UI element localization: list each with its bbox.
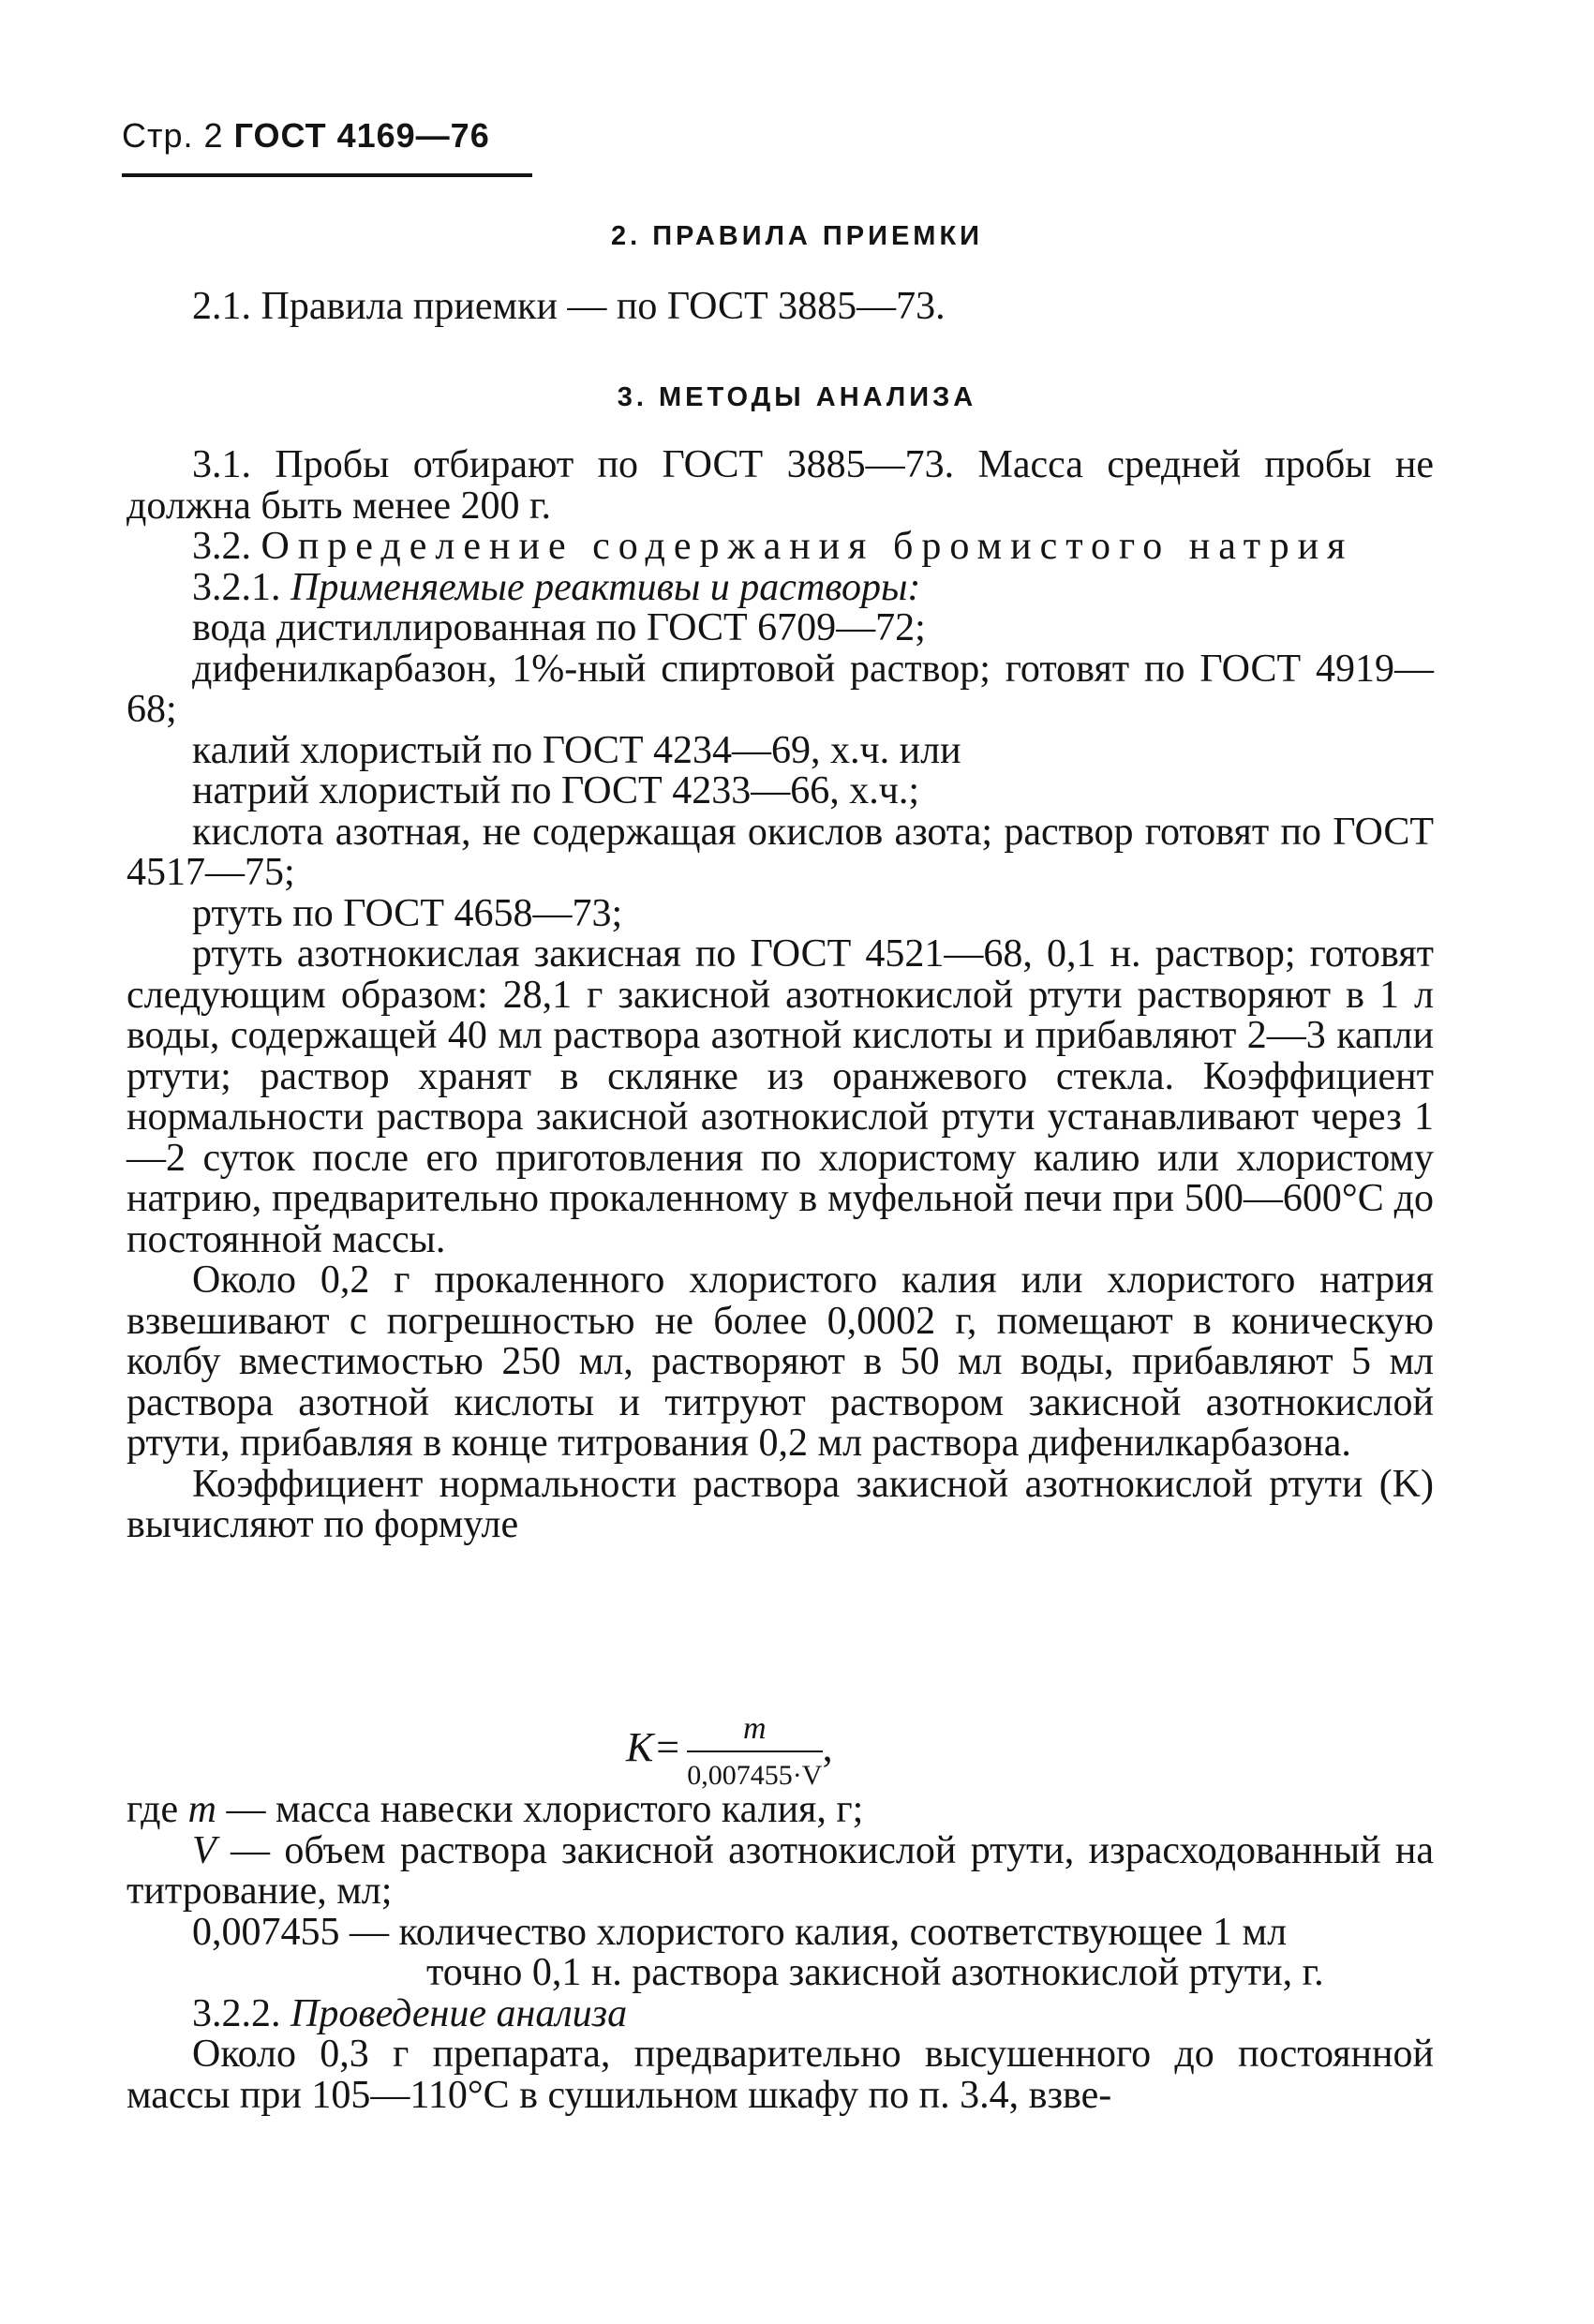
running-header xyxy=(122,116,490,156)
paragraph-analysis-body: Около 0,3 г препарата, предварительно высушенного до постоянной массы при 105—110°С в сушильном шкафу по п. 3.4, взве- xyxy=(127,2033,1434,2117)
reagent-water: вода дистиллированная по ГОСТ 6709—72; xyxy=(192,606,926,649)
clause-3-2-number: 3.2. xyxy=(192,525,251,568)
paragraph-standardisation: Около 0,2 г прокаленного хлористого калия или хлористого натрия взвешивают с погрешностью не более 0,0002 г, помещают в коническую колбу вместимостью 250 мл, растворяют в 50 мл воды, прибавляют 5 мл раствора азотной кислоты и титруют раствором закисной азотнокислой ртути, прибавляя в конце титрования 0,2 мл раствора дифенилкарбазона. xyxy=(127,1259,1434,1465)
header-rule xyxy=(122,173,532,177)
reagent-mercury: ртуть по ГОСТ 4658—73; xyxy=(192,891,623,935)
reagent-diphenylcarbazone: дифенилкарбазон, 1%-ный спиртовой раствор; готовят по ГОСТ 4919—68; xyxy=(127,647,1434,731)
paragraph-3-2-2 xyxy=(127,1991,1434,2035)
where-m xyxy=(127,1790,1434,1831)
clause-3-2-title: Определение содержания бромистого натрия xyxy=(261,525,1354,568)
where-constant-continuation: точно 0,1 н. раствора закисной азотнокислой ртути, г. xyxy=(426,1951,1324,1994)
where-constant xyxy=(127,1910,1434,1954)
where-v-text: — объем раствора закисной азотнокислой ртути, израсходованный на титрование, мл; xyxy=(127,1828,1435,1913)
formula-denominator: 0,007455·V xyxy=(687,1760,823,1791)
section-3-title: 3. МЕТОДЫ АНАЛИЗА xyxy=(617,382,977,412)
paragraph-3-1: 3.1. Пробы отбирают по ГОСТ 3885—73. Масса средней пробы не должна быть менее 200 г. xyxy=(127,443,1434,528)
clause-3-2-2-title: Проведение анализа xyxy=(290,1991,628,2035)
reagent-potassium-chloride: калий хлористый по ГОСТ 4234—69, х.ч. или xyxy=(192,728,961,772)
where-lead: где xyxy=(127,1788,179,1831)
formula-lhs: K= xyxy=(626,1724,682,1771)
reagent-sodium-chloride: натрий хлористый по ГОСТ 4233—66, х.ч.; xyxy=(192,769,919,812)
where-v xyxy=(127,1828,1435,1913)
where-constant-symbol: 0,007455 xyxy=(192,1910,340,1954)
where-m-symbol: m xyxy=(187,1788,216,1831)
page-label: Стр. 2 xyxy=(122,116,224,155)
paragraph-coefficient: Коэффициент нормальности раствора закисной азотнокислой ртути (K) вычисляют по формуле xyxy=(127,1462,1434,1546)
section-2-body xyxy=(127,287,1434,328)
formula-numerator: m xyxy=(687,1711,823,1752)
paragraph-3-2 xyxy=(127,527,1434,568)
formula-k xyxy=(626,1711,833,1792)
where-v-symbol: V xyxy=(192,1828,216,1872)
formula-fraction xyxy=(687,1711,823,1792)
section-2-title: 2. ПРАВИЛА ПРИЕМКИ xyxy=(610,221,984,251)
where-m-text: — масса навески хлористого калия, г; xyxy=(226,1788,864,1831)
formula-tail: , xyxy=(822,1724,833,1771)
reagent-mercurous-nitrate: ртуть азотнокислая закисная по ГОСТ 4521—68, 0,1 н. раствор; готовят следующим образом: 28,1 г закисной азотнокислой ртути растворяют в 1 л воды, содержащей 40 мл раствора азотной кислоты и прибавляют 2—3 капли ртути; раствор хранят в склянке из оранжевого стекла. Коэффициент нормальности раствора закисной азотнокислой ртути устанавливают через 1—2 суток после его приготовления по хлористому калию или хлористому натрию, предварительно прокаленному в муфельной печи при 500—600°С до постоянной массы. xyxy=(127,932,1434,1261)
clause-3-2-1-title: Применяемые реактивы и растворы: xyxy=(290,565,921,609)
paragraph-3-2-1 xyxy=(127,565,1434,609)
section-3-body xyxy=(127,445,1434,1546)
where-constant-text: — количество хлористого калия, соответствующее 1 мл xyxy=(350,1910,1288,1954)
reagent-nitric-acid: кислота азотная, не содержащая окислов азота; раствор готовят по ГОСТ 4517—75; xyxy=(127,810,1434,894)
paragraph-2-1: 2.1. Правила приемки — по ГОСТ 3885—73. xyxy=(192,285,946,328)
clause-3-2-2-number: 3.2.2. xyxy=(192,1991,281,2035)
clause-3-2-1-number: 3.2.1. xyxy=(192,565,281,609)
where-block xyxy=(127,1790,1434,2116)
standard-number: ГОСТ 4169—76 xyxy=(233,116,490,155)
